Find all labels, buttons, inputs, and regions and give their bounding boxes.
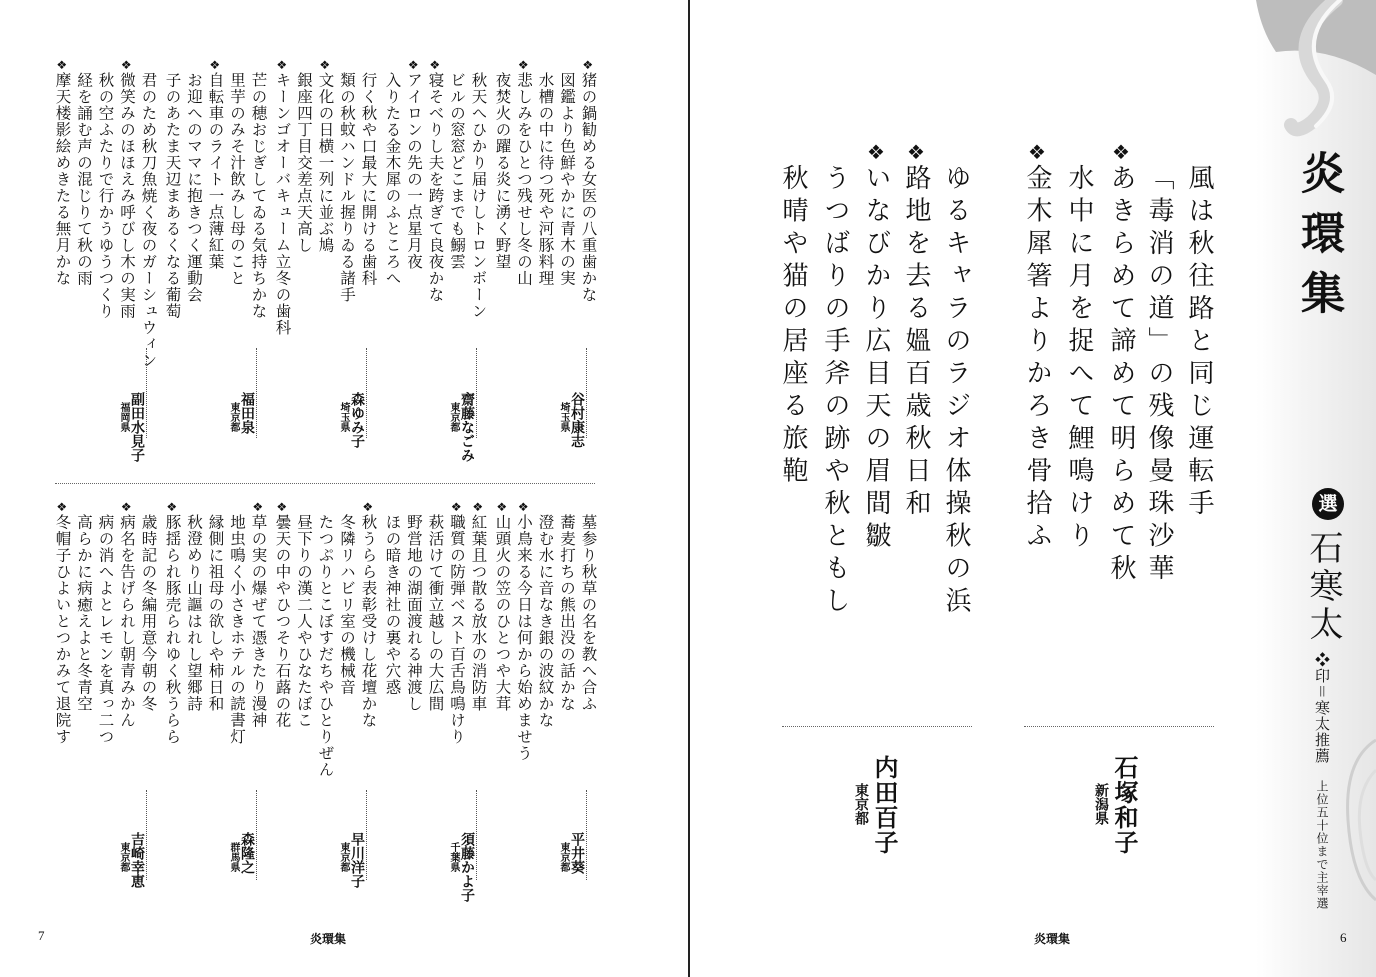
- haiku-column: [537, 58, 553, 287]
- author-block: [448, 392, 474, 462]
- author-name: 内田百子: [870, 755, 899, 855]
- author-block: [338, 832, 364, 888]
- selector-name: 石寒太: [1303, 530, 1343, 644]
- haiku-text: 草の実の爆ぜて憑きたり漫神: [249, 514, 268, 729]
- haiku-text: 子のあたま天辺まあるくなる葡萄: [163, 72, 182, 320]
- haiku-text: 墓参り秋草の名を教へ合ふ: [579, 514, 598, 712]
- author-prefecture: 埼玉県: [338, 402, 349, 432]
- haiku-column: [580, 58, 596, 303]
- haiku-text: 歳時記の冬編用意今朝の冬: [139, 514, 158, 712]
- haiku-text: 縁側に祖母の欲しや柿日和: [206, 514, 225, 712]
- haiku-text: ビルの窓窓どこまでも鰯雲: [448, 72, 466, 270]
- haiku-text: 夜焚火の躍る炎に湧く野望: [493, 72, 512, 270]
- selection-mark-icon: ❖: [907, 140, 925, 164]
- haiku-text: 悲しみをひとつ残せし冬の山: [515, 72, 533, 287]
- author-name: 早川洋子: [349, 832, 365, 888]
- haiku-column: [360, 58, 376, 287]
- haiku-text: 蕎麦打ちの熊出没の話かな: [558, 514, 576, 712]
- selection-mark-icon: ❖: [120, 58, 132, 72]
- haiku-column: [1186, 140, 1212, 522]
- haiku-column: [76, 500, 92, 712]
- author-prefecture: 埼玉県: [558, 402, 569, 432]
- haiku-text: 銀座四丁目交差点天高し: [295, 72, 313, 254]
- haiku-text: 秋天へひかり届けしトロンボーン: [469, 72, 488, 320]
- author-name: 森隆之: [239, 832, 255, 874]
- author-block: [228, 832, 254, 874]
- haiku-text: 行く秋や口最大に開ける歯科: [359, 72, 378, 287]
- haiku-text: 山頭火の笠のひとつや大茸: [493, 514, 512, 712]
- author-name: 福田泉: [239, 392, 255, 434]
- page-number-left: 7: [38, 928, 45, 943]
- author-block: [228, 392, 254, 434]
- section-divider: [1024, 726, 1214, 727]
- haiku-text: 風は秋往路と同じ運転手: [1184, 164, 1214, 522]
- haiku-column: [360, 500, 376, 729]
- author-name: 谷村康志: [569, 392, 585, 448]
- selection-mark-icon: ❖: [517, 58, 529, 72]
- running-title-left: 炎環集: [310, 932, 347, 946]
- haiku-column: [229, 58, 245, 287]
- selection-mark-icon: ❖: [252, 500, 264, 514]
- haiku-column: [1066, 140, 1092, 554]
- selection-mark-icon: ❖: [582, 58, 594, 72]
- haiku-column: [580, 500, 596, 712]
- haiku-text: 自転車のライト一点薄紅葉: [206, 72, 225, 270]
- selection-mark-icon: ❖: [209, 58, 221, 72]
- author-name: 石塚和子: [1110, 755, 1139, 855]
- haiku-column: [54, 500, 70, 745]
- haiku-column: [516, 58, 532, 287]
- haiku-column: [119, 500, 135, 729]
- haiku-column: [140, 500, 156, 712]
- haiku-column: [822, 140, 848, 619]
- haiku-text: 図鑑より色鮮やかに青木の実: [558, 72, 576, 287]
- haiku-column: [537, 500, 553, 729]
- selection-mark-icon: ❖: [867, 140, 885, 164]
- selection-mark-icon: ❖: [450, 500, 462, 514]
- page-number-right: 6: [1340, 930, 1347, 945]
- haiku-column: [384, 58, 400, 287]
- author-name: 吉崎幸恵: [129, 832, 145, 888]
- haiku-column: [317, 500, 333, 778]
- leader-dots: [586, 790, 587, 880]
- haiku-column: [186, 500, 202, 712]
- haiku-column: [780, 140, 806, 489]
- haiku-text: アイロンの先の一点星月夜: [405, 72, 423, 270]
- title-sidebar: [1256, 0, 1376, 977]
- haiku-column: [250, 500, 266, 729]
- haiku-text: ゆるキャラのラジオ体操秋の浜: [941, 164, 971, 619]
- haiku-column: [186, 58, 202, 303]
- haiku-column: [494, 58, 510, 270]
- author-prefecture: 群馬県: [228, 842, 239, 872]
- haiku-text: 秋晴や猫の居座る旅鞄: [778, 164, 808, 489]
- haiku-text: 水槽の中に待つ死や河豚料理: [536, 72, 555, 287]
- selection-mark-icon: ❖: [166, 500, 178, 514]
- author-block: [558, 392, 584, 448]
- haiku-column: [903, 140, 929, 522]
- haiku-text: 里芋のみそ汁飲みし母のこと: [228, 72, 246, 287]
- haiku-text: 萩活けて衝立越しの大広間: [426, 514, 445, 712]
- haiku-text: 紅葉且つ散る放水の消防車: [469, 514, 488, 712]
- haiku-text: 「毒消の道」の残像曼珠沙華: [1144, 164, 1174, 587]
- selection-mark-icon: ❖: [407, 58, 419, 72]
- haiku-text: 野営地の湖面渡れる神渡し: [405, 514, 423, 712]
- haiku-column: [296, 58, 312, 254]
- author-prefecture: 新潟県: [1093, 783, 1109, 825]
- author-block: [558, 832, 584, 874]
- haiku-text: 秋の空ふたりで行かうゆうつくり: [96, 72, 115, 320]
- author-prefecture: 東京都: [338, 842, 349, 872]
- haiku-column: [164, 58, 180, 320]
- haiku-column: [406, 500, 422, 712]
- haiku-column: [274, 500, 290, 729]
- selection-note-sub: 上位五十位まで主宰選: [1315, 780, 1329, 910]
- selection-mark-icon: ❖: [120, 500, 132, 514]
- haiku-column: [516, 500, 532, 762]
- haiku-column: [164, 500, 180, 745]
- author-block: [118, 392, 144, 462]
- haiku-column: [449, 58, 465, 270]
- haiku-text: 高らかに病癒えよと冬青空: [75, 514, 93, 712]
- haiku-column: [250, 58, 266, 320]
- haiku-text: キーンゴオーバキューム立冬の歯科: [273, 72, 292, 336]
- anthology-title: 炎環集: [1293, 150, 1344, 330]
- haiku-column: [943, 140, 969, 619]
- author-name: 森ゆみ子: [349, 392, 365, 448]
- haiku-text: 類の秋蚊ハンドル握りゐる諸手: [338, 72, 356, 303]
- haiku-text: 路地を去る媼百歳秋日和: [901, 164, 931, 522]
- haiku-column: [140, 58, 156, 369]
- author-block: [1093, 755, 1139, 855]
- haiku-text: 入りたる金木犀のふところへ: [383, 72, 402, 287]
- selection-note: [1314, 652, 1329, 910]
- author-name: 須藤かよ子: [459, 832, 475, 902]
- haiku-column: [559, 58, 575, 287]
- haiku-column: [470, 58, 486, 320]
- selection-mark-icon: ❖: [276, 58, 288, 72]
- haiku-text: 職質の防弾ベスト百舌鳥鳴けり: [448, 514, 466, 745]
- author-block: [448, 832, 474, 902]
- haiku-text: 豚揺られ豚売られゆく秋うらら: [163, 514, 182, 745]
- haiku-column: [119, 58, 135, 320]
- haiku-text: お迎へのママに抱きつく運動会: [185, 72, 203, 303]
- haiku-text: 秋うらら表彰受けし花壇かな: [359, 514, 378, 729]
- haiku-text: 冬帽子ひよいとつかみて退院す: [53, 514, 72, 745]
- section-divider: [55, 483, 595, 484]
- haiku-column: [317, 58, 333, 254]
- author-block: [338, 392, 364, 448]
- haiku-text: うつばりの手斧の跡や秋ともし: [820, 164, 850, 619]
- author-prefecture: 東京都: [853, 783, 869, 825]
- haiku-text: 芒の穂おじぎしてゐる気持ちかな: [249, 72, 268, 320]
- haiku-column: [274, 58, 290, 336]
- author-prefecture: 福岡県: [118, 402, 129, 432]
- haiku-text: 君のため秋刀魚焼く夜のガーシュウィン: [139, 72, 158, 369]
- selection-mark-icon: ❖: [276, 500, 288, 514]
- haiku-column: [427, 500, 443, 712]
- haiku-column: [1108, 140, 1134, 587]
- author-prefecture: 東京都: [118, 842, 129, 872]
- leader-dots: [586, 348, 587, 438]
- haiku-text: 病の消へよとレモンを真っ二つ: [96, 514, 115, 745]
- haiku-column: [449, 500, 465, 745]
- haiku-column: [406, 58, 422, 270]
- leader-dots: [366, 348, 367, 438]
- leader-dots: [146, 790, 147, 880]
- leader-dots: [476, 348, 477, 438]
- leader-dots: [146, 348, 147, 438]
- haiku-column: [54, 58, 70, 287]
- haiku-column: [339, 58, 355, 303]
- author-prefecture: 東京都: [228, 402, 239, 432]
- selection-mark-icon: ❖: [429, 58, 441, 72]
- haiku-text: 文化の日横一列に並ぶ鳩: [316, 72, 335, 254]
- selection-mark-icon: ❖: [496, 500, 508, 514]
- author-prefecture: 東京都: [448, 402, 459, 432]
- haiku-text: いなびかり広目天の眉間皺: [861, 164, 891, 554]
- author-name: 齋藤なごみ: [459, 392, 475, 462]
- author-prefecture: 東京都: [558, 842, 569, 872]
- author-prefecture: 千葉県: [448, 842, 459, 872]
- selection-mark-icon: ❖: [517, 500, 529, 514]
- haiku-column: [427, 58, 443, 303]
- selection-mark-icon: ❖: [1112, 140, 1130, 164]
- leader-dots: [366, 790, 367, 880]
- haiku-column: [207, 58, 223, 270]
- haiku-column: [470, 500, 486, 712]
- haiku-text: 地虫鳴く小さきホテルの読書灯: [228, 514, 246, 745]
- haiku-text: あきらめて諦めて明らめて秋: [1106, 164, 1136, 587]
- haiku-column: [559, 500, 575, 712]
- haiku-text: 曇天の中やひつそり石蕗の花: [273, 514, 292, 729]
- haiku-column: [863, 140, 889, 554]
- selection-note-main: ❖印＝寒太推薦: [1313, 652, 1331, 764]
- haiku-text: ほの暗き神社の裏や穴惑: [383, 514, 402, 696]
- haiku-text: たつぷりとこぼすだちやひとりぜん: [316, 514, 335, 778]
- author-block: [853, 755, 899, 855]
- haiku-text: 冬隣リハビリ室の機械音: [338, 514, 356, 696]
- haiku-column: [494, 500, 510, 712]
- haiku-column: [296, 500, 312, 729]
- haiku-text: 秋澄めり山謳はれし望郷詩: [185, 514, 203, 712]
- haiku-column: [1024, 140, 1050, 554]
- haiku-text: 病名を告げられし朝青みかん: [118, 514, 136, 729]
- haiku-column: [229, 500, 245, 745]
- leader-dots: [256, 348, 257, 438]
- selection-badge: 選: [1312, 488, 1344, 520]
- author-block: [118, 832, 144, 888]
- right-page: [690, 0, 1376, 977]
- selection-mark-icon: ❖: [472, 500, 484, 514]
- selection-mark-icon: ❖: [362, 500, 374, 514]
- haiku-column: [339, 500, 355, 696]
- haiku-text: 金木犀箸よりかろき骨拾ふ: [1022, 164, 1052, 554]
- haiku-text: 微笑みのほほえみ呼びし木の実雨: [118, 72, 136, 320]
- leader-dots: [256, 790, 257, 880]
- haiku-column: [207, 500, 223, 712]
- haiku-text: 寝そべりし夫を跨ぎて良夜かな: [426, 72, 445, 303]
- haiku-column: [384, 500, 400, 696]
- haiku-column: [97, 58, 113, 320]
- haiku-column: [1146, 140, 1172, 587]
- selection-mark-icon: ❖: [1028, 140, 1046, 164]
- haiku-text: 猪の鍋勧める女医の八重歯かな: [579, 72, 598, 303]
- section-divider: [782, 726, 972, 727]
- haiku-column: [97, 500, 113, 745]
- running-title-right: 炎環集: [1034, 932, 1071, 946]
- selection-mark-icon: ❖: [56, 58, 68, 72]
- haiku-column: [76, 58, 92, 287]
- haiku-text: 澄む水に音なき銀の波紋かな: [536, 514, 555, 729]
- haiku-text: 水中に月を捉へて鯉鳴けり: [1064, 164, 1094, 554]
- haiku-text: 小鳥来る今日は何から始めませう: [515, 514, 533, 762]
- author-name: 副田水見子: [129, 392, 145, 462]
- selection-mark-icon: ❖: [56, 500, 68, 514]
- haiku-text: 昼下りの漢二人やひなたぼこ: [295, 514, 313, 729]
- selection-mark-icon: ❖: [319, 58, 331, 72]
- leader-dots: [476, 790, 477, 880]
- haiku-text: 経を誦む声の混じりて秋の雨: [75, 72, 93, 287]
- author-name: 平井葵: [569, 832, 585, 874]
- haiku-text: 摩天楼影絵めきたる無月かな: [53, 72, 72, 287]
